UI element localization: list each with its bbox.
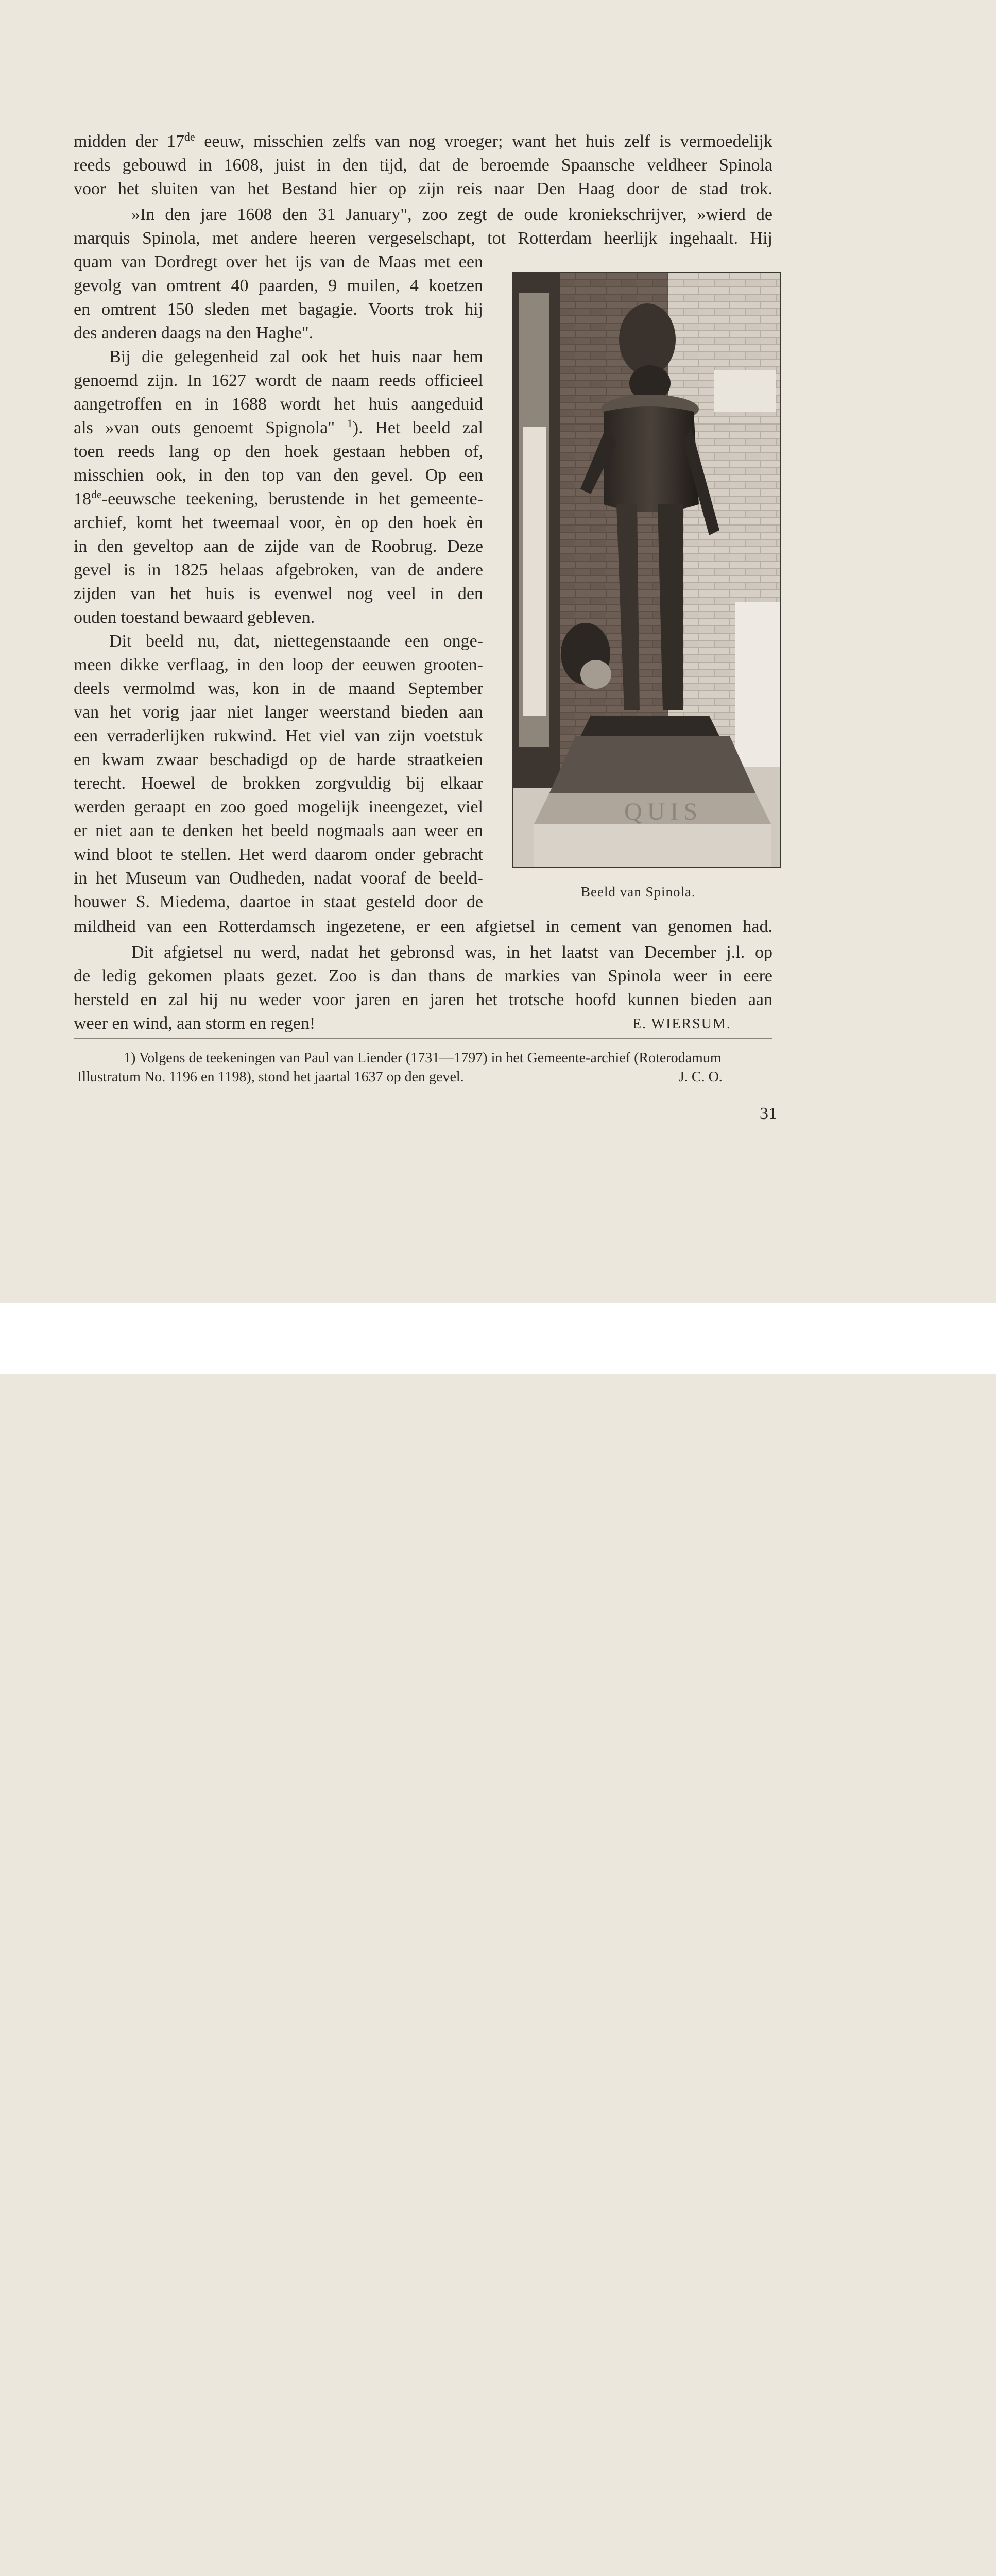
author-signature: E. WIERSUM. [632, 1016, 731, 1032]
text-line-11: genoemd zijn. In 1627 wordt de naam reeds officieel [74, 371, 483, 390]
text-line-8: en omtrent 150 sleden met bagagie. Voorts trok hij [74, 300, 483, 319]
statue-illustration [513, 273, 780, 867]
text-line-9: des anderen daags na den Haghe". [74, 324, 314, 343]
text-line-23: meen dikke verflaag, in den loop der eeuwen grooten- [74, 655, 483, 674]
text-line-17: archief, komt het tweemaal voor, èn op den hoek èn [74, 513, 483, 532]
footnote-initials: J. C. O. [679, 1069, 723, 1085]
svg-text:QUIS: QUIS [624, 798, 703, 825]
page-number: 31 [760, 1104, 777, 1123]
text-line-10: Bij die gelegenheid zal ook het huis naar hem [109, 347, 483, 366]
text-line-25: van het vorig jaar niet langer weerstand bieden aan [74, 703, 483, 722]
text-line-27: en kwam zwaar beschadigd op de harde straatkeien [74, 750, 483, 769]
footnote-line-1: 1) Volgens de teekeningen van Paul van Liender (1731—1797) in het Gemeente-archief (Roterodamum [124, 1050, 722, 1066]
text-line-1: midden der 17de eeuw, misschien zelfs van nog vroeger; want het huis zelf is vermoedelijk [74, 130, 772, 151]
text-line-18: in den geveltop aan de zijde van de Roobrug. Deze [74, 537, 483, 556]
text-line-2: reeds gebouwd in 1608, juist in den tijd, dat de beroemde Spaansche veldheer Spinola [74, 156, 772, 175]
text-line-5: marquis Spinola, met andere heeren vergeselschapt, tot Rotterdam heerlijk ingehaalt. Hij [74, 229, 772, 248]
text-line-20: zijden van het huis is evenwel nog veel in den [74, 584, 483, 603]
text-line-30: er niet aan te denken het beeld nogmaals aan weer en [74, 821, 483, 840]
text-line-4: »In den jare 1608 den 31 January", zoo zegt de oude kroniekschrijver, »wierd de [131, 205, 772, 224]
statue-photograph [512, 272, 781, 868]
text-line-15: misschien ook, in den top van den gevel. Op een [74, 466, 483, 485]
text-line-37: hersteld en zal hij nu weder voor jaren en jaren het trotsche hoofd kunnen bieden aan [74, 990, 772, 1009]
footnote-divider [74, 1038, 772, 1039]
text-line-13: als »van outs genoemt Spignola" $^1$). Het beeld zal [74, 417, 483, 437]
text-line-38: weer en wind, aan storm en regen! [74, 1014, 316, 1033]
text-line-3: voor het sluiten van het Bestand hier op zijn reis naar Den Haag door de stad trok. [74, 179, 772, 198]
text-line-28: terecht. Hoewel de brokken zorgvuldig bij elkaar [74, 774, 483, 793]
text-line-12: aangetroffen en in 1688 wordt het huis aangeduid [74, 395, 483, 414]
text-line-26: een verraderlijken rukwind. Het viel van zijn voetstuk [74, 726, 483, 745]
text-line-22: Dit beeld nu, dat, niettegenstaande een onge- [109, 632, 483, 651]
text-line-7: gevolg van omtrent 40 paarden, 9 muilen, 4 koetzen [74, 276, 483, 295]
text-line-36: de ledig gekomen plaats gezet. Zoo is dan thans de markies van Spinola weer in eere [74, 967, 772, 986]
digitization-footer [0, 1303, 996, 1374]
text-line-29: werden geraapt en zoo goed mogelijk ineengezet, viel [74, 798, 483, 817]
text-line-24: deels vermolmd was, kon in de maand September [74, 679, 483, 698]
text-line-6: quam van Dordregt over het ijs van de Maas met een [74, 252, 483, 272]
text-line-35: Dit afgietsel nu werd, nadat het gebronsd was, in het laatst van December j.l. op [131, 943, 772, 962]
text-line-33: houwer S. Miedema, daartoe in staat gesteld door de [74, 892, 483, 911]
text-line-31: wind bloot te stellen. Het werd daarom onder gebracht [74, 845, 483, 864]
text-line-21: ouden toestand bewaard gebleven. [74, 608, 315, 627]
footnote-line-2: Illustratum No. 1196 en 1198), stond het jaartal 1637 op den gevel. [77, 1069, 464, 1085]
text-line-16: 18de-eeuwsche teekening, berustende in het gemeente- [74, 488, 483, 509]
figure-caption: Beeld van Spinola. [581, 884, 696, 900]
text-line-19: gevel is in 1825 helaas afgebroken, van de andere [74, 561, 483, 580]
text-line-32: in het Museum van Oudheden, nadat vooraf de beeld- [74, 869, 483, 888]
text-line-14: toen reeds lang op den hoek gestaan hebben of, [74, 442, 483, 461]
text-line-34: mildheid van een Rotterdamsch ingezetene, er een afgietsel in cement van genomen had. [74, 917, 772, 936]
